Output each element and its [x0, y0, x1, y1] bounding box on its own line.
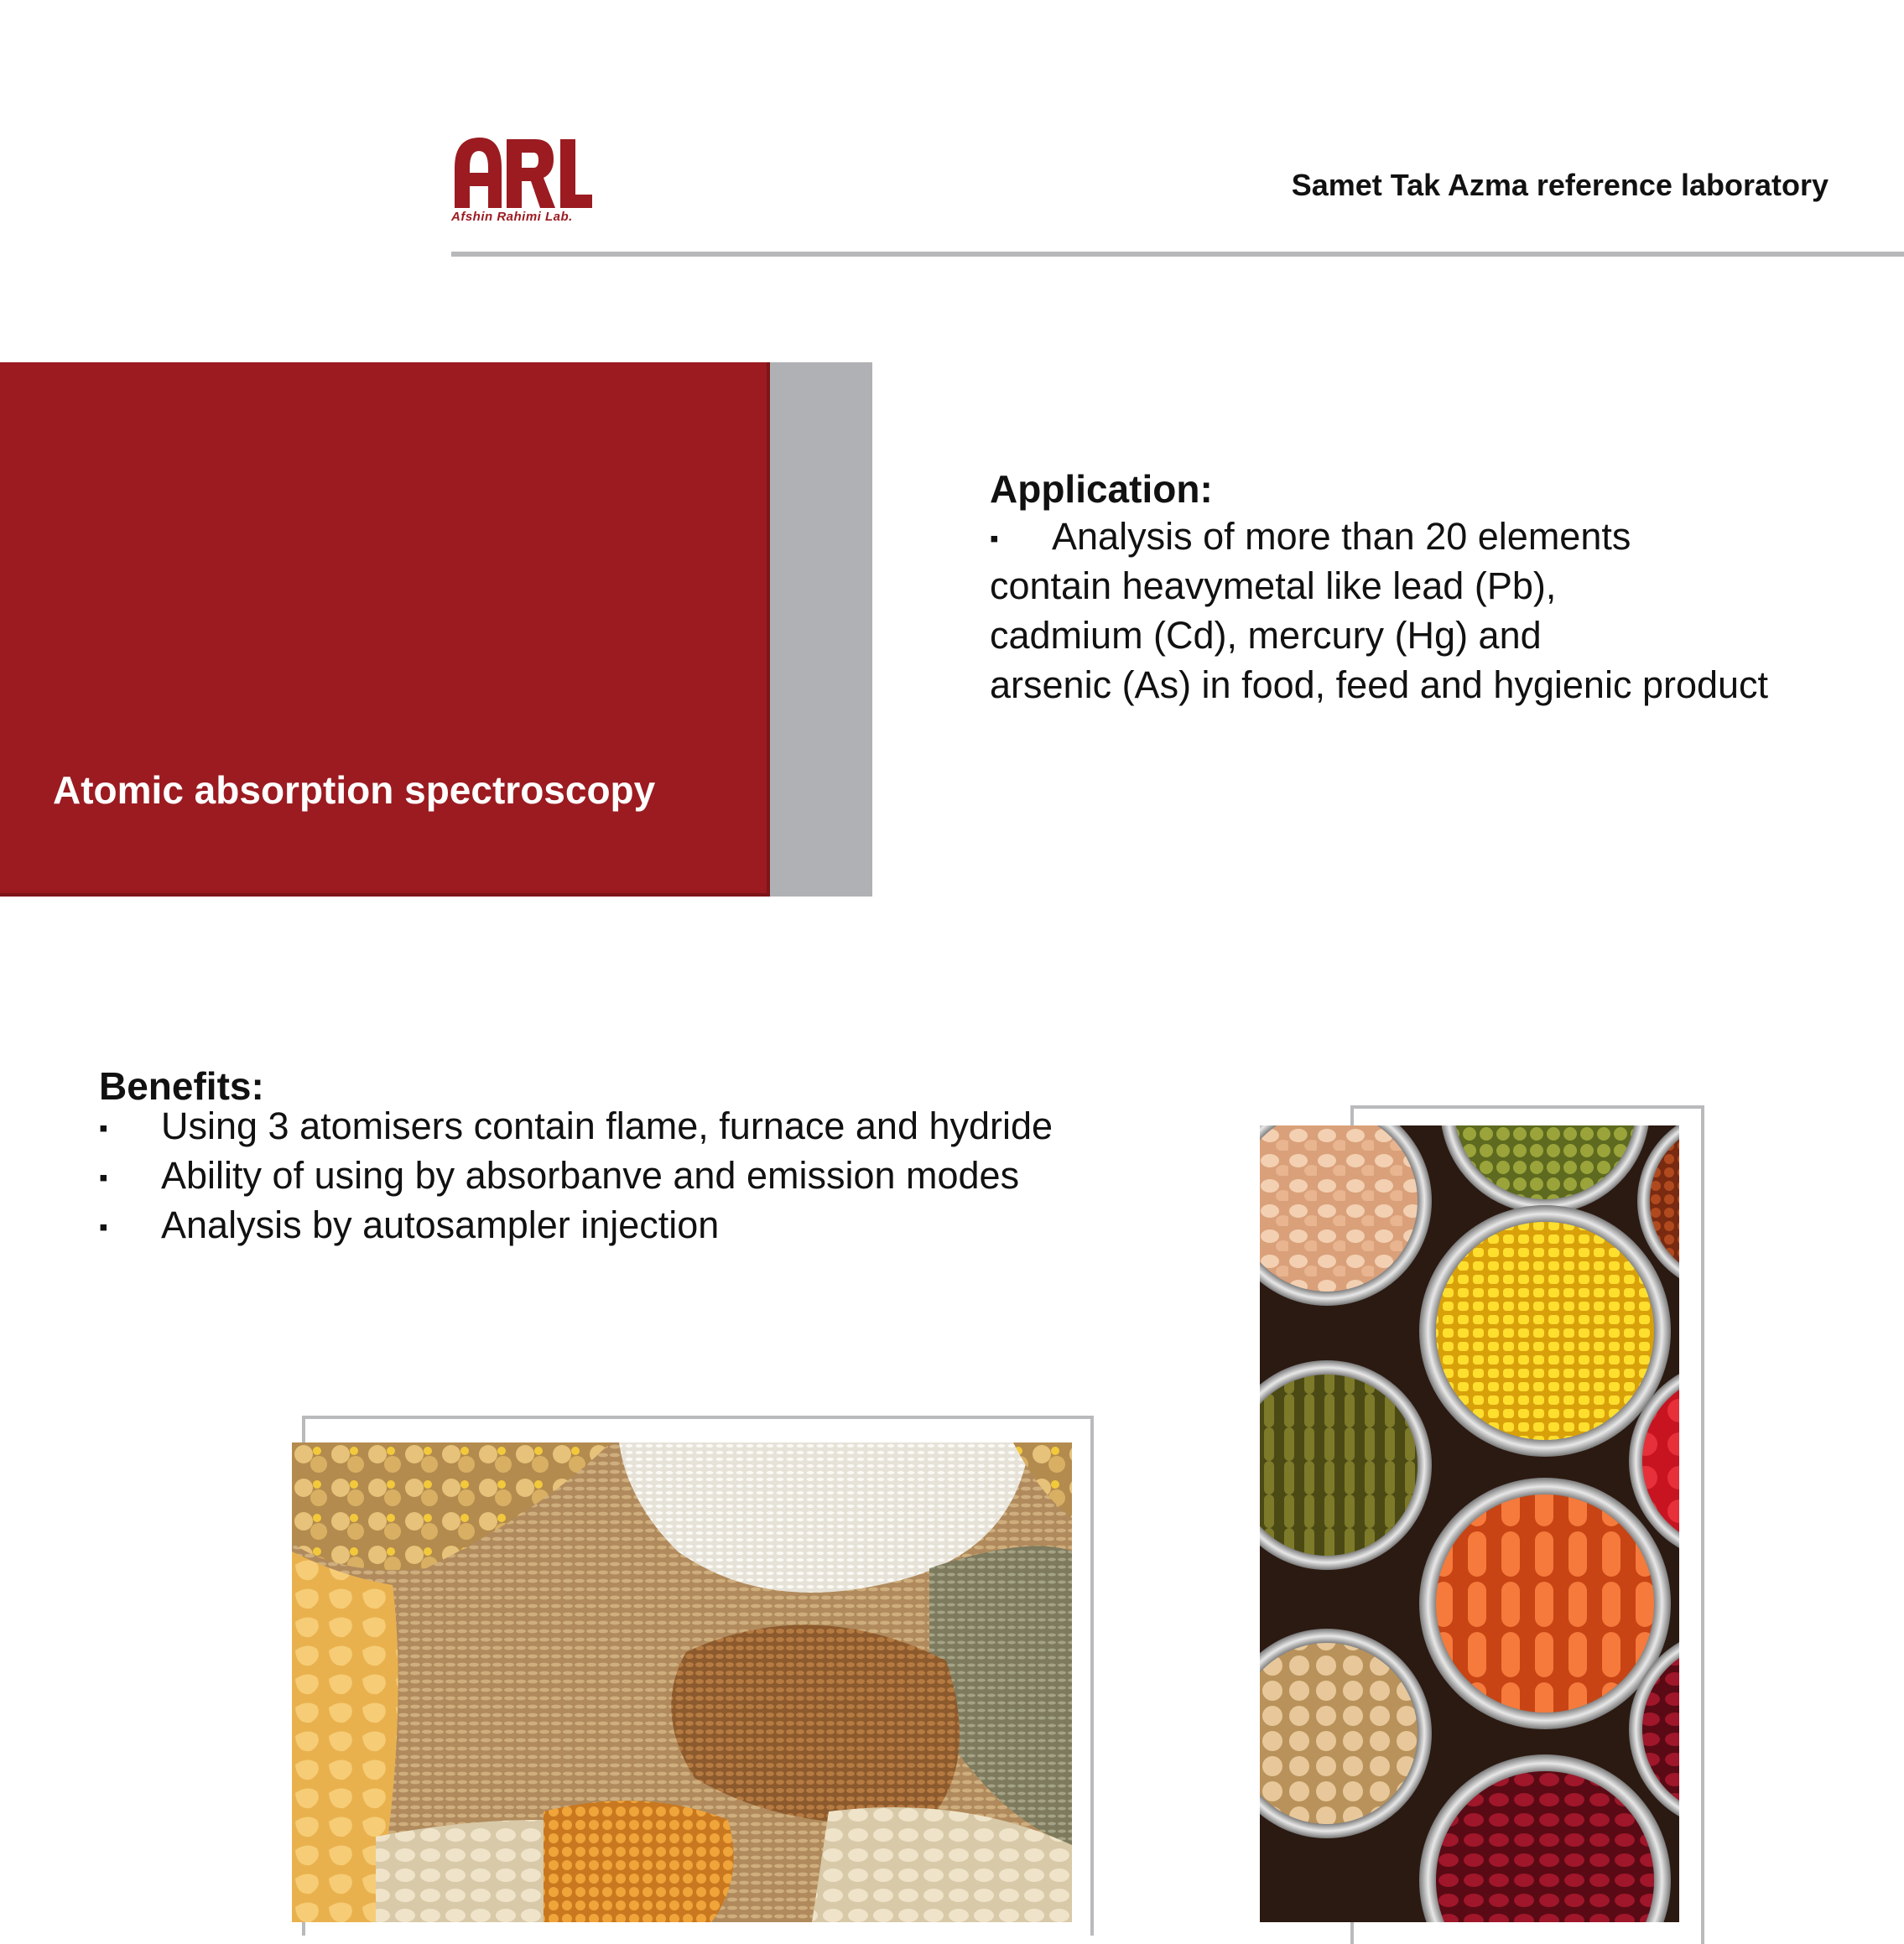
logo — [451, 134, 594, 210]
grains-photo — [292, 1442, 1072, 1922]
benefit-item — [99, 1154, 1019, 1198]
benefit-text: Using 3 atomisers contain flame, furnace and hydride — [161, 1105, 1053, 1147]
cans-photo — [1260, 1125, 1679, 1922]
application-line: arsenic (As) in food, feed and hygienic product — [990, 663, 1769, 706]
laboratory-name: Samet Tak Azma reference laboratory — [1291, 168, 1829, 202]
benefit-text: Ability of using by absorbanve and emission modes — [161, 1154, 1020, 1197]
bullet-icon: ▪ — [99, 1115, 108, 1143]
benefit-item — [99, 1203, 719, 1247]
application-line — [990, 515, 1631, 559]
application-line: contain heavymetal like lead (Pb), — [990, 564, 1557, 607]
header-divider — [451, 252, 1904, 257]
bullet-icon: ▪ — [990, 525, 999, 554]
benefits-heading: Benefits: — [99, 1064, 264, 1108]
application-heading: Application: — [990, 467, 1213, 511]
benefit-text: Analysis by autosampler injection — [161, 1203, 720, 1246]
bullet-icon: ▪ — [99, 1164, 108, 1193]
page-title: Atomic absorption spectroscopy — [53, 768, 656, 812]
logo-subtitle: Afshin Rahimi Lab. — [451, 210, 573, 224]
title-block — [0, 362, 770, 897]
application-text: Analysis of more than 20 elements — [1052, 515, 1631, 558]
benefit-item — [99, 1105, 1053, 1148]
application-line: cadmium (Cd), mercury (Hg) and — [990, 614, 1542, 657]
bullet-icon: ▪ — [99, 1214, 108, 1242]
